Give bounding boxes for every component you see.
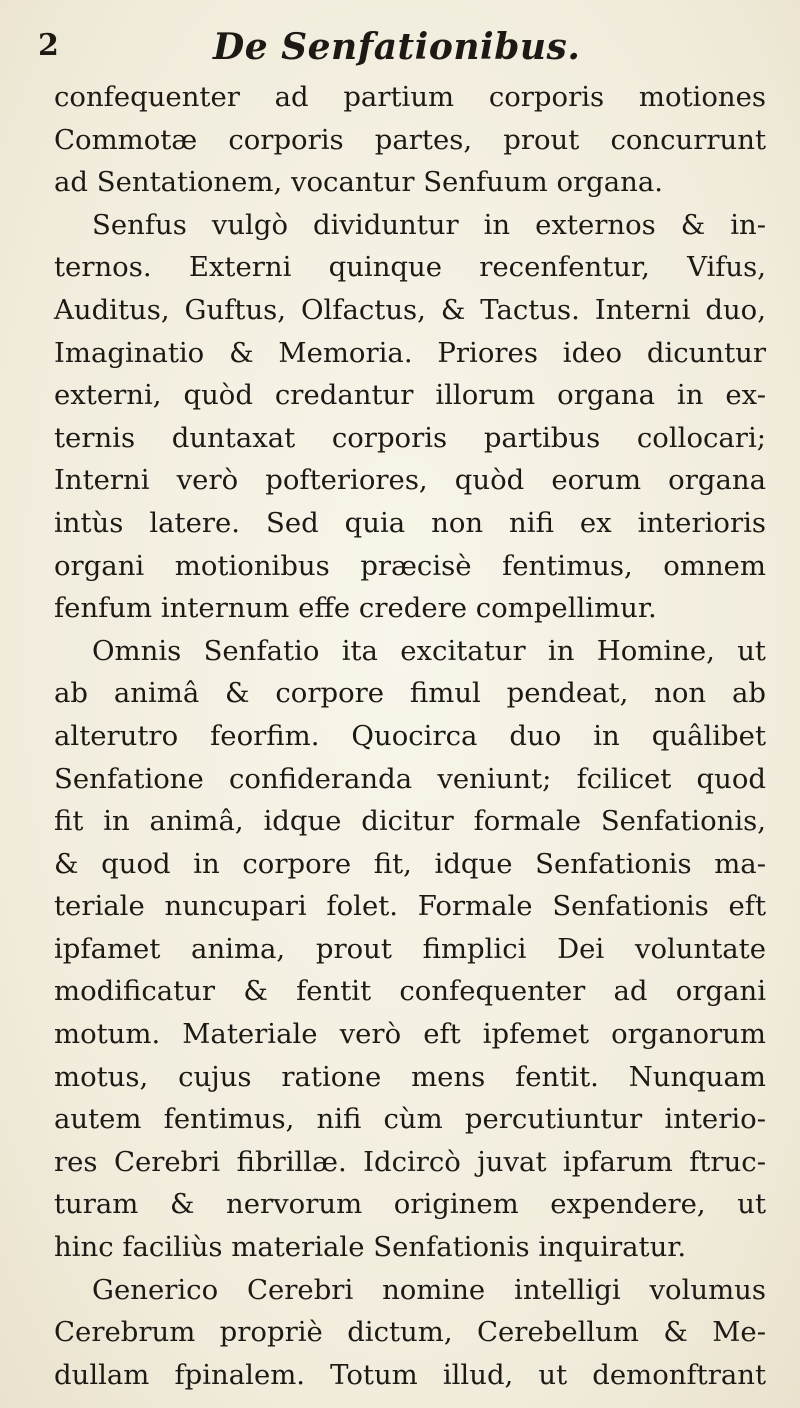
- text-line: teriale nuncupari folet. Formale Senfationis eft: [54, 890, 766, 923]
- text-line: Cerebrum propriè dictum, Cerebellum & Me-: [54, 1316, 766, 1349]
- text-line: fenfum internum effe credere compellimur.: [54, 592, 657, 625]
- text-line: Auditus, Guftus, Olfactus, & Tactus. Interni duo,: [54, 293, 766, 326]
- text-line: ab animâ & corpore fimul pendeat, non ab: [54, 677, 766, 710]
- text-line: fit in animâ, idque dicitur formale Senfationis,: [54, 805, 766, 838]
- body-text: [54, 76, 766, 1396]
- page-header: [38, 28, 768, 68]
- page-number: 2: [38, 28, 59, 63]
- text-line: confequenter ad partium corporis motiones: [54, 81, 766, 113]
- text-line: & quod in corpore fit, idque Senfationis ma-: [54, 847, 766, 880]
- text-line: Generico Cerebri nomine intelligi volumus: [92, 1273, 766, 1306]
- text-line: motus, cujus ratione mens fentit. Nunquam: [54, 1060, 766, 1093]
- text-line: Senfatione confideranda veniunt; fcilicet quod: [54, 762, 766, 795]
- text-line: organi motionibus præcisè fentimus, omnem: [54, 549, 766, 582]
- text-line: ternos. Externi quinque recenfentur, Vifus,: [54, 251, 766, 284]
- text-line: ternis duntaxat corporis partibus collocari;: [54, 421, 766, 454]
- text-line: alterutro feorfim. Quocirca duo in quâlibet: [54, 719, 766, 752]
- running-title: De Senfationibus.: [213, 26, 581, 68]
- text-line: motum. Materiale verò eft ipfemet organorum: [54, 1018, 766, 1051]
- text-line: Omnis Senfatio ita excitatur in Homine, ut: [92, 634, 766, 667]
- text-line: res Cerebri fibrillæ. Idcircò juvat ipfarum ftruc-: [54, 1145, 766, 1178]
- text-line: dullam fpinalem. Totum illud, ut demonftrant: [54, 1358, 766, 1391]
- text-line: Interni verò pofteriores, quòd eorum organa: [54, 464, 766, 497]
- text-line: ipfamet anima, prout fimplici Dei voluntate: [54, 932, 766, 965]
- text-line: turam & nervorum originem expendere, ut: [54, 1188, 766, 1221]
- text-line: hinc faciliùs materiale Senfationis inquiratur.: [54, 1231, 687, 1264]
- text-line: intùs latere. Sed quia non nifi ex interioris: [54, 506, 766, 539]
- text-line: autem fentimus, nifi cùm percutiuntur interio-: [54, 1103, 766, 1136]
- text-line: ad Sentationem, vocantur Senfuum organa.: [54, 166, 664, 199]
- text-line: Commotæ corporis partes, prout concurrunt: [54, 123, 766, 156]
- text-line: Imaginatio & Memoria. Priores ideo dicuntur: [54, 336, 766, 369]
- text-line: modificatur & fentit confequenter ad organi: [54, 975, 766, 1008]
- text-line: Senfus vulgò dividuntur in externos & in-: [92, 208, 766, 241]
- text-line: externi, quòd credantur illorum organa in ex-: [54, 379, 766, 412]
